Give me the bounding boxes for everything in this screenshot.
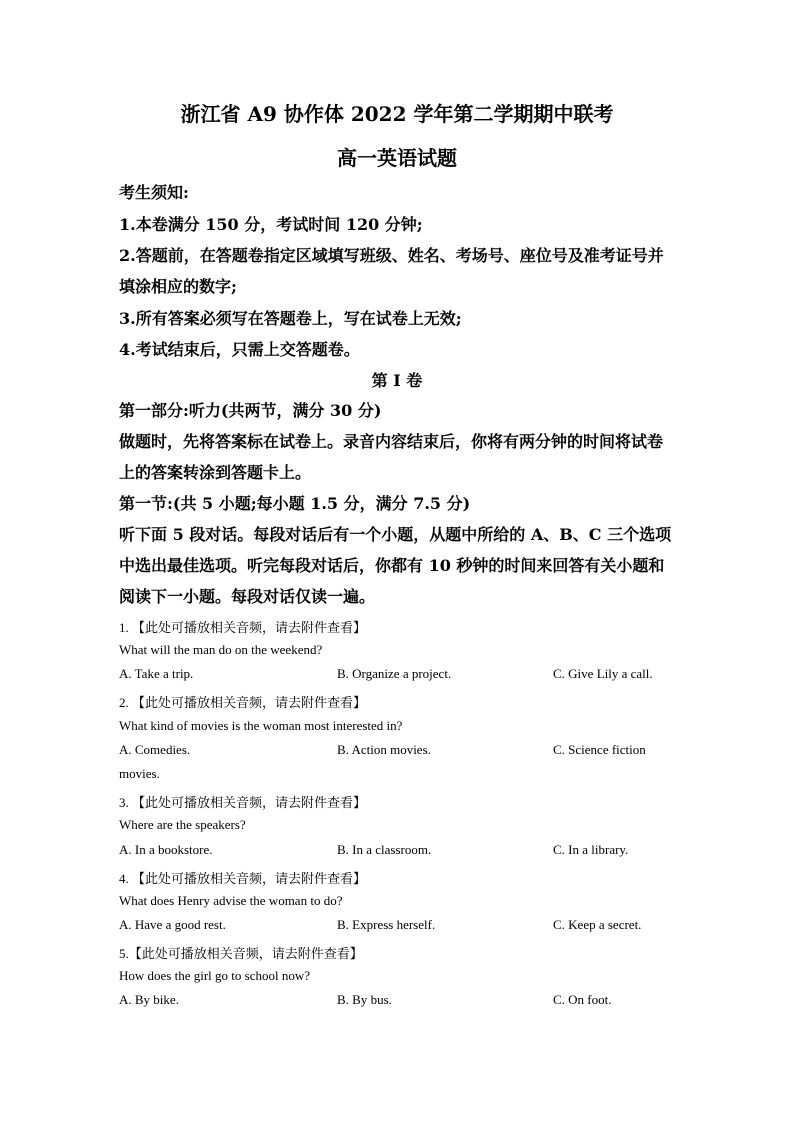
question-stem: What kind of movies is the woman most interested in?	[119, 718, 403, 733]
audio-placeholder[interactable]: 2. 【此处可播放相关音频，请去附件查看】	[119, 695, 367, 710]
notice-item-1: 1.本卷满分 150 分，考试时间 120 分钟;	[119, 215, 423, 234]
option-b[interactable]: B. Express herself.	[337, 917, 436, 932]
exam-subtitle: 高一英语试题	[337, 146, 457, 170]
section1-heading: 第一节:(共 5 小题;每小题 1.5 分，满分 7.5 分)	[119, 494, 471, 513]
option-a[interactable]: A. In a bookstore.	[119, 842, 213, 857]
audio-placeholder[interactable]: 3. 【此处可播放相关音频，请去附件查看】	[119, 795, 367, 810]
option-a[interactable]: A. By bike.	[119, 992, 179, 1007]
question-stem: How does the girl go to school now?	[119, 968, 311, 983]
notice-item-2: 2.答题前，在答题卷指定区域填写班级、姓名、考场号、座位号及准考证号并	[119, 246, 664, 265]
audio-placeholder[interactable]: 1. 【此处可播放相关音频，请去附件查看】	[119, 620, 367, 635]
part1-heading: 第一部分:听力(共两节，满分 30 分)	[119, 401, 382, 420]
volume-label: 第 I 卷	[371, 371, 423, 390]
option-a[interactable]: A. Have a good rest.	[119, 917, 226, 932]
section1-instruction-3: 阅读下一小题。每段对话仅读一遍。	[119, 587, 376, 606]
part1-instruction-1: 做题时，先将答案标在试卷上。录音内容结束后，你将有两分钟的时间将试卷	[119, 432, 664, 451]
section1-instruction-2: 中选出最佳选项。听完每段对话后，你都有 10 秒钟的时间来回答有关小题和	[119, 556, 665, 575]
audio-placeholder[interactable]: 4. 【此处可播放相关音频，请去附件查看】	[119, 871, 367, 886]
section1-instruction-1: 听下面 5 段对话。每段对话后有一个小题，从题中所给的 A、B、C 三个选项	[119, 525, 672, 544]
option-b[interactable]: B. In a classroom.	[337, 842, 432, 857]
part1-instruction-2: 上的答案转涂到答题卡上。	[119, 463, 312, 482]
option-c[interactable]: C. Give Lily a call.	[553, 666, 653, 681]
notice-item-2-cont: 填涂相应的数字;	[119, 277, 237, 296]
notice-heading: 考生须知:	[119, 183, 189, 202]
notice-item-4: 4.考试结束后，只需上交答题卷。	[119, 340, 360, 359]
option-c[interactable]: C. In a library.	[553, 842, 629, 857]
exam-title: 浙江省 A9 协作体 2022 学年第二学期期中联考	[180, 102, 614, 126]
option-c-continued: movies.	[119, 766, 160, 781]
audio-placeholder[interactable]: 5.【此处可播放相关音频，请去附件查看】	[119, 946, 363, 961]
option-c[interactable]: C. On foot.	[553, 992, 612, 1007]
option-c[interactable]: C. Science fiction	[553, 742, 646, 757]
option-a[interactable]: A. Comedies.	[119, 742, 191, 757]
option-a[interactable]: A. Take a trip.	[119, 666, 194, 681]
option-b[interactable]: B. Action movies.	[337, 742, 431, 757]
question-stem: What does Henry advise the woman to do?	[119, 893, 343, 908]
question-stem: What will the man do on the weekend?	[119, 642, 323, 657]
option-c[interactable]: C. Keep a secret.	[553, 917, 642, 932]
notice-item-3: 3.所有答案必须写在答题卷上，写在试卷上无效;	[119, 309, 462, 328]
question-stem: Where are the speakers?	[119, 817, 246, 832]
option-b[interactable]: B. By bus.	[337, 992, 392, 1007]
option-b[interactable]: B. Organize a project.	[337, 666, 452, 681]
